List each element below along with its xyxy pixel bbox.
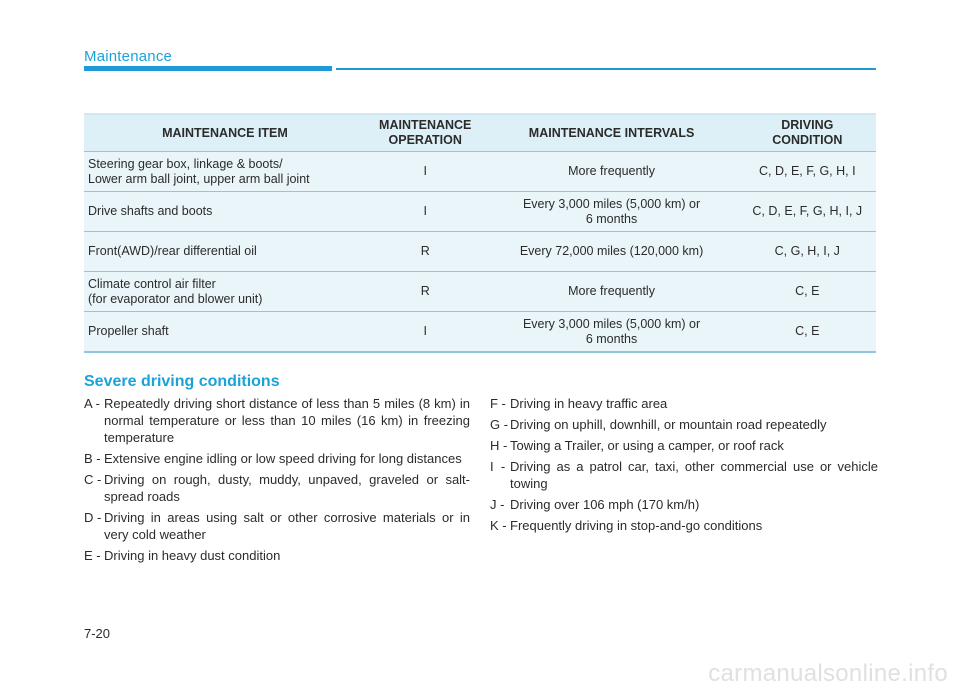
table-row [84, 152, 876, 192]
cell-operation: R [366, 232, 485, 272]
cell-item-line: Front(AWD)/rear differential oil [88, 244, 257, 258]
condition-text: Driving on uphill, downhill, or mountain road repeatedly [510, 417, 827, 432]
cell-interval [485, 232, 739, 272]
condition-text: Towing a Trailer, or using a camper, or roof rack [510, 438, 784, 453]
list-item [84, 471, 470, 505]
watermark-link[interactable]: carmanualsonline.info [708, 660, 948, 687]
condition-code: F - [490, 396, 506, 411]
header-condition [739, 114, 876, 152]
cell-interval [485, 192, 739, 232]
condition-text: Driving in heavy dust condition [104, 548, 281, 563]
cell-operation: I [366, 192, 485, 232]
cell-item [84, 312, 366, 353]
table-row [84, 272, 876, 312]
header-condition-line1: DRIVING [781, 118, 834, 132]
list-item [490, 517, 878, 534]
header-operation-line1: MAINTENANCE [379, 118, 472, 132]
cell-condition: C, D, E, F, G, H, I, J [739, 192, 876, 232]
cell-item-line: Climate control air filter [88, 276, 216, 291]
cell-interval-line: More frequently [568, 164, 655, 178]
list-item [490, 458, 878, 492]
list-item [84, 509, 470, 543]
condition-text: Repeatedly driving short distance of less than 5 miles (8 km) in normal temperature or less than 10 miles (16 km) in freezing temperature [104, 396, 470, 445]
condition-text: Driving in heavy traffic area [510, 396, 668, 411]
page-number: 7-20 [84, 626, 111, 641]
header-interval: MAINTENANCE INTERVALS [485, 114, 739, 152]
header-rule-thick [84, 66, 332, 71]
conditions-list-left [84, 395, 470, 568]
cell-operation: R [366, 272, 485, 312]
list-item [490, 437, 878, 454]
table-row [84, 232, 876, 272]
section-title: Maintenance [84, 48, 173, 65]
cell-interval-line: 6 months [585, 211, 638, 226]
table-row [84, 192, 876, 232]
cell-item [84, 272, 366, 312]
condition-code: I - [490, 459, 506, 474]
cell-item-line: Steering gear box, linkage & boots/ [88, 156, 283, 171]
cell-condition: C, E [739, 312, 876, 353]
condition-code: K - [490, 518, 507, 533]
list-item [490, 416, 878, 433]
condition-code: D - [84, 510, 102, 525]
condition-code: C - [84, 472, 102, 487]
cell-operation: I [366, 152, 485, 192]
cell-item-line: Propeller shaft [88, 324, 169, 338]
condition-code: J - [490, 497, 505, 512]
cell-interval-line: Every 3,000 miles (5,000 km) or [522, 196, 701, 211]
condition-text: Frequently driving in stop-and-go conditions [510, 518, 763, 533]
cell-operation: I [366, 312, 485, 353]
condition-text: Extensive engine idling or low speed driving for long distances [104, 451, 462, 466]
cell-interval [485, 152, 739, 192]
cell-interval-line: More frequently [568, 284, 655, 298]
condition-text: Driving over 106 mph (170 km/h) [510, 497, 700, 512]
cell-condition: C, G, H, I, J [739, 232, 876, 272]
list-item [490, 395, 878, 412]
cell-item [84, 232, 366, 272]
list-item [84, 450, 470, 467]
maintenance-table [84, 113, 876, 353]
cell-interval-line: Every 3,000 miles (5,000 km) or [522, 316, 701, 331]
severe-conditions-title: Severe driving conditions [84, 373, 280, 390]
cell-condition: C, D, E, F, G, H, I [739, 152, 876, 192]
cell-interval [485, 312, 739, 353]
condition-code: H - [490, 438, 508, 453]
list-item [84, 547, 470, 564]
table-row [84, 312, 876, 353]
cell-interval-line: Every 72,000 miles (120,000 km) [519, 244, 704, 258]
header-operation-line2: OPERATION [388, 133, 462, 147]
condition-code: A - [84, 396, 100, 411]
condition-code: G - [490, 417, 509, 432]
cell-item [84, 152, 366, 192]
cell-item [84, 192, 366, 232]
conditions-list-right [490, 395, 878, 538]
table-header-row [84, 114, 876, 152]
header-rule-thin [336, 68, 876, 70]
list-item [490, 496, 878, 513]
cell-condition: C, E [739, 272, 876, 312]
cell-item-line: Drive shafts and boots [88, 204, 213, 218]
cell-item-line: Lower arm ball joint, upper arm ball joint [88, 171, 310, 186]
cell-item-line: (for evaporator and blower unit) [88, 291, 263, 306]
header-condition-line2: CONDITION [772, 133, 843, 147]
header-item: MAINTENANCE ITEM [84, 114, 366, 152]
condition-text: Driving in areas using salt or other corrosive materials or in very cold weather [104, 510, 470, 542]
condition-code: B - [84, 451, 101, 466]
condition-text: Driving on rough, dusty, muddy, unpaved, graveled or salt-spread roads [104, 472, 470, 504]
condition-text: Driving as a patrol car, taxi, other commercial use or vehicle towing [510, 459, 878, 491]
header-operation [366, 114, 485, 152]
condition-code: E - [84, 548, 101, 563]
cell-interval [485, 272, 739, 312]
list-item [84, 395, 470, 446]
cell-interval-line: 6 months [585, 331, 638, 346]
